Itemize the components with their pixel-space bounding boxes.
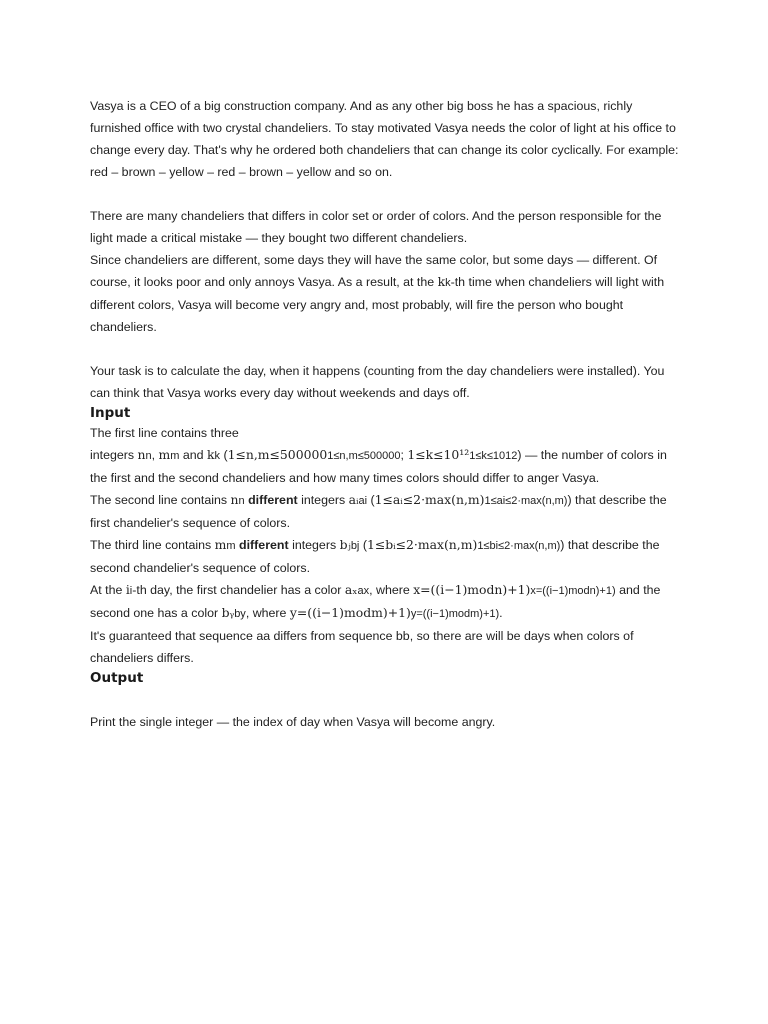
input-line-6: It's guaranteed that sequence aa differs from sequence bb, so there are will be days when colors of chandeliers differs. — [90, 629, 634, 665]
input-line-5-where: , where — [369, 583, 414, 597]
input-heading: Input — [90, 405, 131, 421]
math-n-plain: n — [145, 450, 152, 462]
math-constraint-bi: 1≤bᵢ≤2·max(n,m) — [366, 537, 478, 552]
input-line-2-text: integers — [90, 448, 138, 462]
math-i-plain: i — [129, 585, 133, 597]
math-ai-plain: ai — [358, 495, 368, 507]
math-n: n — [137, 447, 146, 462]
math-y-formula: y=((i−1)modm)+1) — [289, 605, 411, 620]
math-constraint-ai-plain: 1≤ai≤2·max(n,m) — [484, 495, 568, 507]
input-line-3-rest: ) that describe the first chandelier's sequence of colors. — [90, 493, 667, 530]
math-constraint-nm: 1≤n,m≤500000 — [227, 447, 328, 462]
input-line-2-and: and — [179, 448, 208, 462]
input-line-5-second: and the second one has a color — [90, 583, 661, 620]
math-bj-plain: bj — [350, 540, 360, 552]
math-ai: aᵢ — [348, 492, 359, 507]
input-line-4-rest: ) that describe the second chandelier's sequence of colors. — [90, 538, 660, 575]
input-line-1: The first line contains three — [90, 426, 239, 440]
input-line-5-text: At the — [90, 583, 126, 597]
paren-open: ( — [220, 448, 228, 462]
input-line-2-rest: ) — the number of colors in the first and the second chandeliers and how many times colors should differ to anger Vasya. — [90, 448, 667, 485]
math-k: k — [207, 447, 215, 462]
math-ax: aₓ — [344, 582, 358, 597]
input-line-3-integers: integers — [297, 493, 349, 507]
math-bj: bⱼ — [339, 537, 351, 552]
input-line-4-integers: integers — [288, 538, 340, 552]
input-section — [90, 422, 680, 669]
math-m-plain: m — [226, 540, 236, 552]
math-n-plain: n — [238, 495, 245, 507]
statement-paragraph-2-text: There are many chandeliers that differs in color set or order of colors. And the person responsible for the light made a critical mistake — they bought two different chandeliers. — [90, 209, 662, 245]
input-line-5-where: , where — [245, 606, 290, 620]
math-constraint-bi-plain: 1≤bi≤2·max(n,m) — [477, 540, 561, 552]
math-constraint-k: 1≤k≤10¹² — [407, 447, 470, 462]
separator: ; — [400, 448, 408, 462]
output-text: Print the single integer — the index of day when Vasya will become angry. — [90, 715, 496, 729]
math-by-plain: by — [234, 608, 246, 620]
statement-paragraph-3a: Since chandeliers are different, some days they will have the same color, but some days — different. Of course, it looks poor and only annoys Vasya. As a result, at the — [90, 253, 658, 289]
math-x-formula-plain: x=((i−1)modn)+1) — [530, 585, 616, 597]
statement-paragraph-1: Vasya is a CEO of a big construction company. And as any other big boss he has a spacious, richly furnished office with two crystal chandeliers. To stay motivated Vasya needs the color of light at his office to change every day. That's why he ordered both chandeliers that can change its color cyclically. For example: red – brown – yellow – red – brown – yellow and so on. — [90, 99, 679, 179]
input-line-4-text: The third line contains — [90, 538, 215, 552]
emphasis-different: different — [248, 493, 298, 507]
input-line-5-first: -th day, the first chandelier has a color — [132, 583, 345, 597]
emphasis-different: different — [239, 538, 289, 552]
math-k-plain: k — [214, 450, 221, 462]
math-constraint-k-plain: 1≤k≤1012 — [469, 450, 518, 462]
problem-statement — [90, 95, 680, 733]
input-line-3-text: The second line contains — [90, 493, 231, 507]
math-n: n — [230, 492, 239, 507]
math-y-formula-plain: y=((i−1)modm)+1) — [410, 608, 500, 620]
math-k: k — [437, 274, 446, 289]
statement-paragraph-4: Your task is to calculate the day, when it happens (counting from the day chandeliers were installed). You can think that Vasya works every day without weekends and days off. — [90, 364, 665, 400]
output-heading: Output — [90, 670, 144, 686]
math-m-plain: m — [170, 450, 180, 462]
separator: , — [151, 448, 159, 462]
statement-paragraph-3b: -th time when chandeliers will light with different colors, Vasya will become very angry and, most probably, will fire the person who bought chandeliers. — [90, 275, 665, 334]
math-m: m — [214, 537, 227, 552]
paren-open: ( — [359, 538, 367, 552]
math-i: i — [125, 582, 130, 597]
math-m: m — [158, 447, 171, 462]
statement-paragraph-2 — [90, 205, 680, 338]
period: . — [499, 606, 503, 620]
math-x-formula: x=((i−1)modn)+1) — [413, 582, 531, 597]
paren-open: ( — [367, 493, 375, 507]
math-constraint-nm-plain: 1≤n,m≤500000 — [327, 450, 401, 462]
math-by: bᵧ — [221, 605, 235, 620]
math-ax-plain: ax — [357, 585, 370, 597]
math-constraint-ai: 1≤aᵢ≤2·max(n,m) — [374, 492, 485, 507]
math-k-plain: k — [445, 277, 451, 289]
